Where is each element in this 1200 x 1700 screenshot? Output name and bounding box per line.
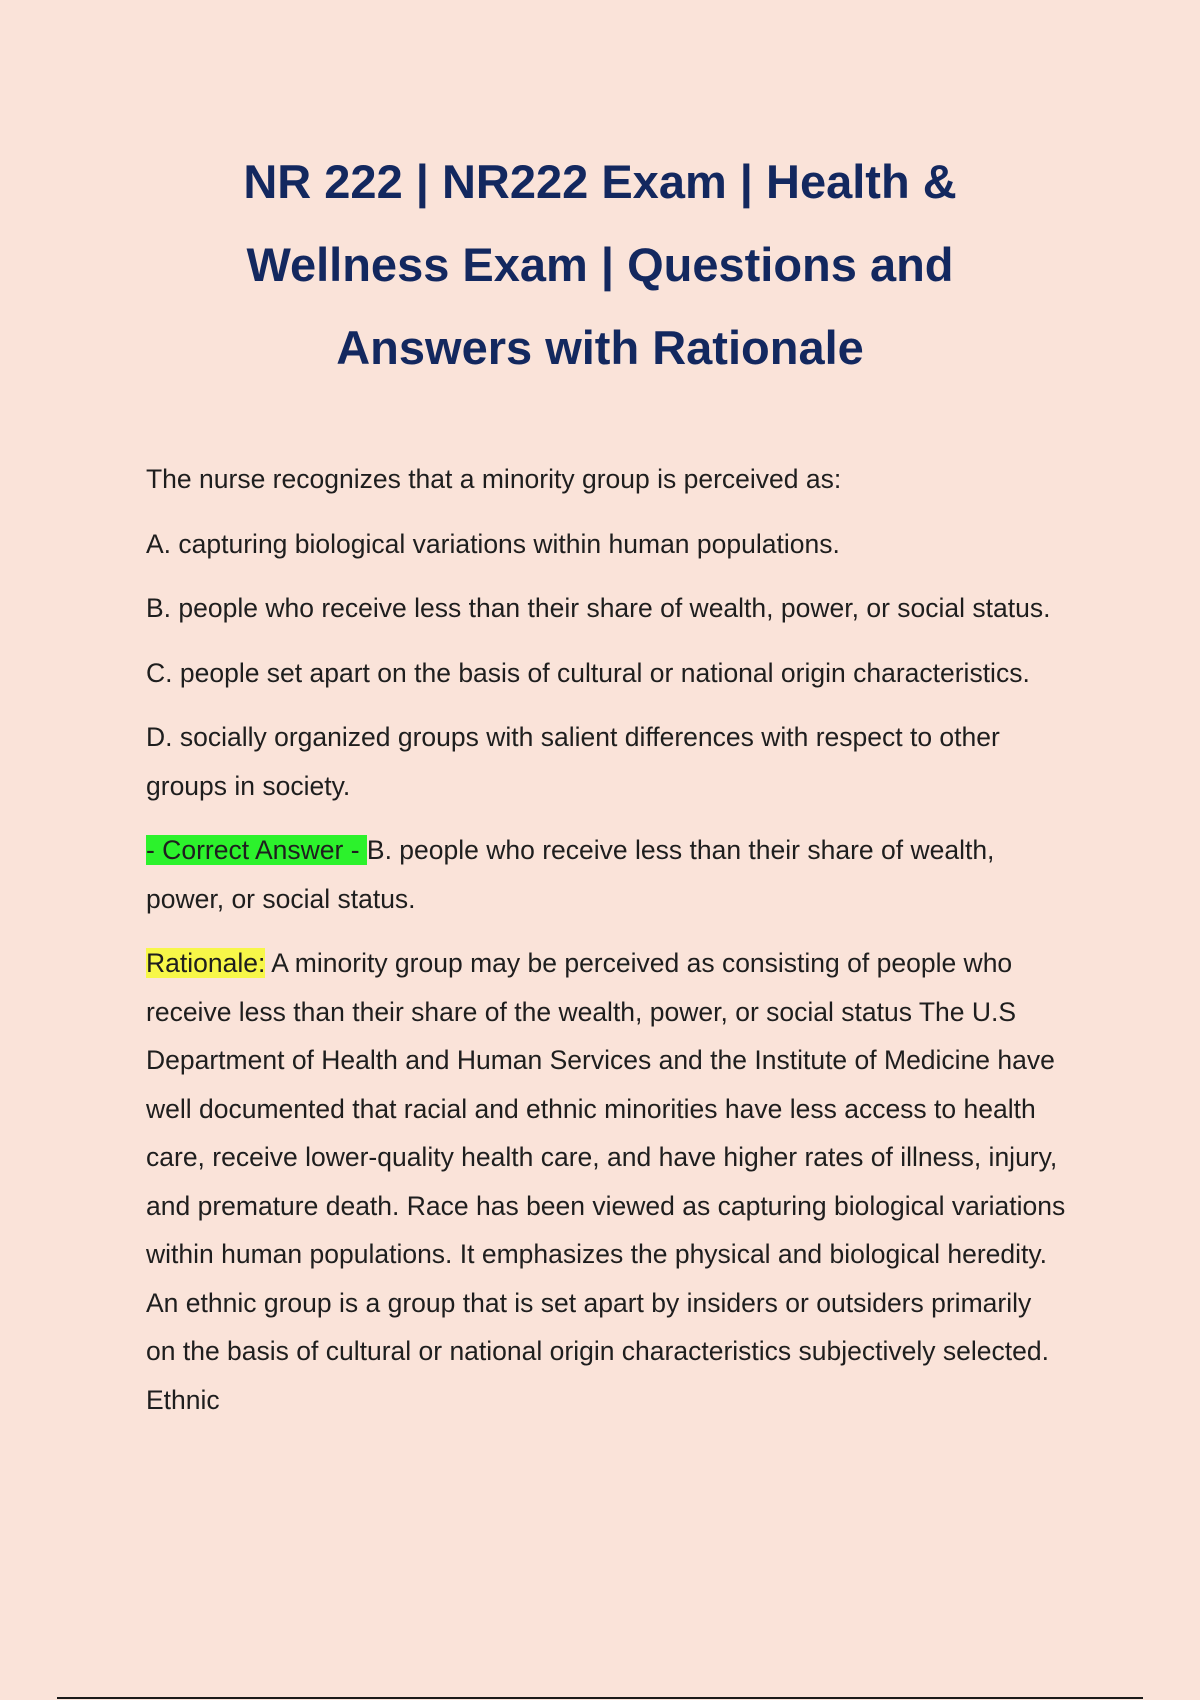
correct-answer (146, 826, 1066, 923)
option-d: D. socially organized groups with salient differences with respect to other groups in society. (146, 722, 1000, 801)
rationale-text: A minority group may be perceived as consisting of people who receive less than their share of the wealth, power, or social status The U.S Department of Health and Human Services and the Institute of Medicine have well documented that racial and ethnic minorities have less access to health care, receive lower-quality health care, and have higher rates of illness, injury, and premature death. Race has been viewed as capturing biological variations within human populations. It emphasizes the physical and biological heredity. An ethnic group is a group that is set apart by insiders or outsiders primarily on the basis of cultural or national origin characteristics subjectively selected. Ethnic (146, 948, 1066, 1415)
option-c: C. people set apart on the basis of cultural or national origin characteristics. (146, 657, 1030, 688)
question-text: The nurse recognizes that a minority group is perceived as: (146, 464, 842, 494)
footer-divider (57, 1697, 1143, 1699)
document-title: NR 222 | NR222 Exam | Health & Wellness Exam | Questions and Answers with Rationale (243, 155, 957, 374)
rationale-label: Rationale: (146, 948, 266, 978)
correct-answer-text: B. people who receive less than their share of wealth, power, or social status. (146, 835, 995, 914)
option-a: A. capturing biological variations within human populations. (146, 528, 840, 559)
option-b: B. people who receive less than their share of wealth, power, or social status. (146, 593, 1051, 623)
correct-answer-label: - Correct Answer - (146, 835, 367, 865)
rationale (146, 939, 1066, 1424)
question-block (146, 455, 1066, 1440)
